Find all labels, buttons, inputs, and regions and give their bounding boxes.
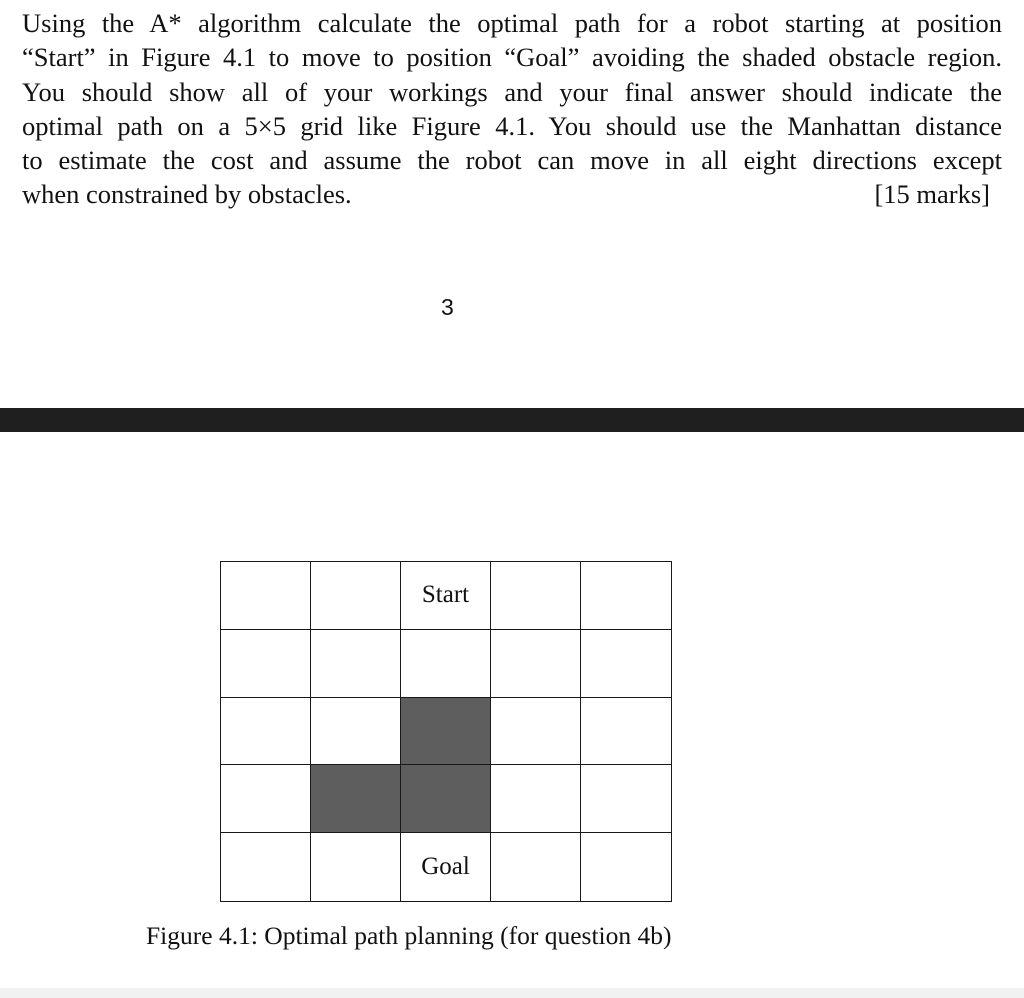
grid-cell xyxy=(401,630,491,698)
grid-cell xyxy=(221,765,311,833)
grid-cell xyxy=(491,833,581,901)
question-line: Using the A* algorithm calculate the optimal path for a robot starting at position xyxy=(22,8,1002,38)
bottom-strip xyxy=(0,988,1024,998)
question-last-line xyxy=(22,177,1002,211)
obstacle-cell xyxy=(311,765,401,833)
grid-cell xyxy=(221,698,311,766)
grid-cell xyxy=(311,630,401,698)
grid-cell xyxy=(491,630,581,698)
grid-cell xyxy=(581,765,671,833)
path-planning-grid xyxy=(220,561,672,902)
question-line: “Start” in Figure 4.1 to move to position “Goal” avoiding the shaded obstacle region. xyxy=(22,42,1002,73)
question-line: to estimate the cost and assume the robot can move in all eight directions except xyxy=(22,145,1002,176)
question-line: optimal path on a 5×5 grid like Figure 4.1. You should use the Manhattan distance xyxy=(22,110,1002,141)
goal-cell: Goal xyxy=(401,833,491,901)
question-text xyxy=(22,6,1002,212)
grid-cell xyxy=(221,833,311,901)
obstacle-cell xyxy=(401,765,491,833)
figure-caption: Figure 4.1: Optimal path planning (for question 4b) xyxy=(146,921,672,950)
grid-cell xyxy=(581,562,671,630)
grid-cell xyxy=(491,562,581,630)
page-divider xyxy=(0,408,1024,432)
grid-cell xyxy=(311,562,401,630)
grid-cell xyxy=(581,698,671,766)
grid-cell xyxy=(221,562,311,630)
grid-cell xyxy=(581,833,671,901)
question-line: when constrained by obstacles. xyxy=(22,179,352,210)
start-cell: Start xyxy=(401,562,491,630)
grid-cell xyxy=(491,765,581,833)
grid-cell xyxy=(581,630,671,698)
marks-label: [15 marks] xyxy=(874,179,990,210)
grid-cell xyxy=(311,833,401,901)
grid-cell xyxy=(221,630,311,698)
obstacle-cell xyxy=(401,698,491,766)
question-line: You should show all of your workings and your final answer should indicate the xyxy=(22,76,1002,107)
page-number: 3 xyxy=(441,294,454,320)
grid-cell xyxy=(491,698,581,766)
grid-cell xyxy=(311,698,401,766)
